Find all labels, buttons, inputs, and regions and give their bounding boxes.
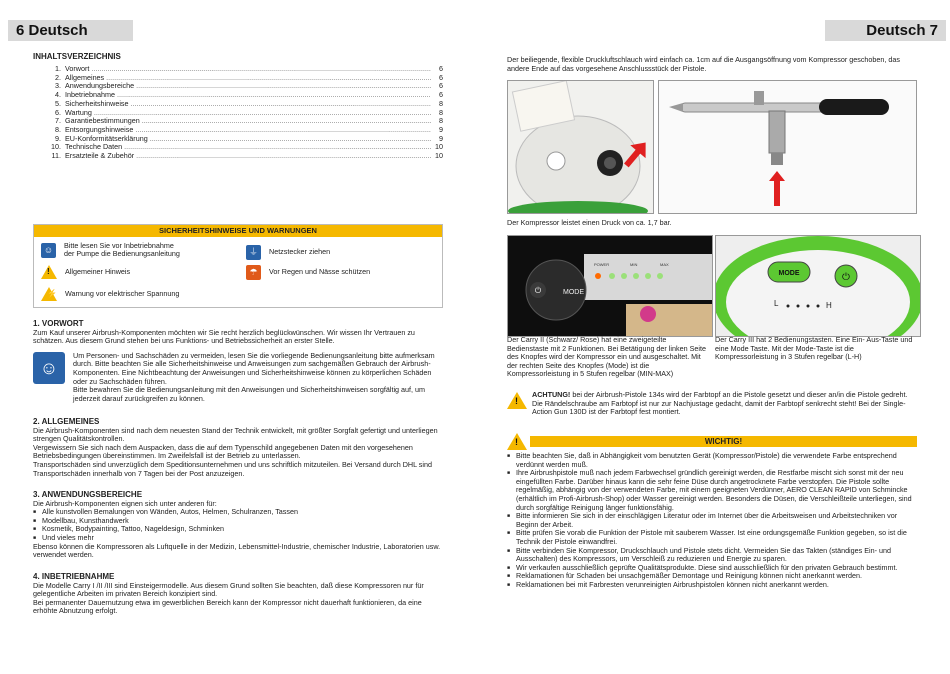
toc-page: 10 <box>435 142 443 152</box>
safety-item-electric: ⚡ Warnung vor elektrischer Spannung <box>41 287 179 301</box>
application-list <box>33 508 443 542</box>
list-item: ■ Bitte prüfen Sie vorab die Funktion der Pistole mit sauberem Wasser. Ist eine ordungsgemäße Funktion gegeben, so ist die Technik der Pistole einwandfrei. <box>507 529 917 546</box>
paragraph: Um Personen- und Sachschäden zu vermeiden, lesen Sie die vorliegende Bedienungsanleitung bitte aufmerksam durch. Bitte beachten Sie alle Sicherheitshinweise und Anweisungen zum sachgemäßen Gebrauch der Airbrush-Komponenten. Eine Nichtbeachtung der Anweisungen und Sicherheitshinweise können zu körperlichen Schäden oder zu Sachschäden führen. <box>73 350 435 386</box>
toc-page: 6 <box>439 90 443 100</box>
toc-num: 6. <box>55 107 61 117</box>
section-vorwort <box>33 320 443 403</box>
list-item: ■ Bitte verbinden Sie Kompressor, Druckschlauch und Pistole stets dicht. Vermeiden Sie das Takten (ständiges Ein- und Ausschalten) des Kompressors, um Verschleiß zu reduzieren und Energie zu sparen. <box>507 547 917 564</box>
toc-leader <box>94 109 431 118</box>
safety-item-unplug: ⏚ Netzstecker ziehen <box>246 245 330 260</box>
toc-label: Ersatzteile & Zubehör <box>65 151 135 161</box>
svg-text:H: H <box>826 301 832 310</box>
important-list <box>507 452 917 590</box>
toc-leader <box>142 117 431 126</box>
toc-leader <box>124 143 431 152</box>
toc-num: 11. <box>51 151 61 161</box>
achtung-label: ACHTUNG! <box>532 390 571 399</box>
toc-label: Entsorgungshinweise <box>65 124 134 134</box>
paragraph: Vergewissern Sie sich nach dem Auspacken, dass die auf dem Typenschild angegebenen Daten mit den vorgesehenen Betriebsbedingungen übereinstimmen. Im Zweifelsfall ist der Betrieb zu unterlassen. <box>33 442 413 461</box>
section-title: 2. ALLGEMEINES <box>33 417 100 426</box>
toc-num: 3. <box>55 81 61 91</box>
toc-page: 9 <box>439 133 443 143</box>
list-item: ■ Alle kunstvollen Bemalungen von Wänden, Autos, Helmen, Schulranzen, Tassen <box>33 508 443 517</box>
toc-label: Sicherheitshinweise <box>65 98 129 108</box>
list-item: ■ Reklamationen bei mit Farbresten verunreinigten Airbrushpistolen können nicht anerkannt werden. <box>507 581 917 590</box>
toc-label: EU-Konformitätserklärung <box>65 133 148 143</box>
warning-icon: ! <box>41 265 57 279</box>
paragraph: Ebenso können die Kompressoren als Luftquelle in der Medizin, Lebensmittel-Industrie, chemischer Industrie, Laboratorien usw. verwendet werden. <box>33 541 441 560</box>
list-item: ■ Ihre Airbrushpistole muß nach jedem Farbwechsel gründlich gereinigt werden, die Restfarbe mischt sich sonst mit der neu eingefüllten Farbe. Darüber hinaus kann die sehr feine Düse durch angetrocknete Farbe verstopfen. Die Pistole sollte regelmäßig, abhängig von der verwendeten Farbe, mit einem geeigneten Verdünner, AERO CLEAN RAPID von Schmincke (erhältlich im Profi-Airbrush-Shop) oder Wasser gereinigt werden. Besonders die Düsen, die Verschleißteile unterliegen, sind durch sorgfältige Reinigung länger funktionsfähig. <box>507 469 917 512</box>
svg-text:⏻: ⏻ <box>534 286 542 295</box>
toc-num: 7. <box>55 116 61 126</box>
toc-page: 6 <box>439 81 443 91</box>
compressor-outlet-photo <box>507 80 654 214</box>
toc-title: INHALTSVERZEICHNIS <box>33 52 121 61</box>
toc-label: Anwendungsbereiche <box>65 81 135 91</box>
warning-icon: ! <box>507 392 527 409</box>
toc-num: 10. <box>51 142 61 152</box>
page-header-left: 6 Deutsch <box>8 20 133 41</box>
paragraph: Die Airbrush-Komponenten sind nach dem neuesten Stand der Technik entwickelt, mit größter Sorgfalt gefertigt und unterliegen strengen Qualitätskontrollen. <box>33 425 438 444</box>
page-header-right: Deutsch 7 <box>825 20 946 41</box>
section-title: 1. VORWORT <box>33 319 84 328</box>
toc-page: 9 <box>439 124 443 134</box>
svg-text:MAX: MAX <box>660 262 669 267</box>
section-title: 4. INBETRIEBNAHME <box>33 572 115 581</box>
toc-page: 6 <box>439 72 443 82</box>
toc-leader <box>135 126 431 135</box>
toc-page: 10 <box>435 151 443 161</box>
toc-leader <box>131 100 431 109</box>
svg-text:MIN: MIN <box>630 262 638 267</box>
toc-num: 4. <box>55 90 61 100</box>
svg-text:MODE: MODE <box>778 270 800 277</box>
toc-leader <box>91 65 431 74</box>
umbrella-icon: ☂ <box>246 265 261 280</box>
safety-item-umbrella: ☂ Vor Regen und Nässe schützen <box>246 265 370 280</box>
manual-icon: ☺ <box>33 352 65 384</box>
unplug-icon: ⏚ <box>246 245 261 260</box>
toc-num: 1. <box>55 64 61 73</box>
safety-title: SICHERHEITSHINWEISE UND WARNUNGEN <box>34 225 442 237</box>
airbrush-gun-photo <box>658 80 917 214</box>
paragraph: Bei permanenter Dauernutzung etwa im gewerblichen Bereich kann der Kompressor nicht dauerhaft funktionieren, da eine erhöhte Abnutzung erfolgt. <box>33 597 422 616</box>
achtung-text: ACHTUNG! bei der Airbrush-Pistole 134s wird der Farbtopf an die Pistole gesetzt und dieser an/in die Pistole gedreht. Die Rändelschraube am Farbtopf ist nur zur Nachjustage gedacht, damit der Farbtopf senkrecht steht! Bei der Single- Action Gun 130D ist der Farbtopf fest montiert. <box>532 390 908 417</box>
toc-label: Allgemeines <box>65 72 105 82</box>
svg-text:POWER: POWER <box>594 262 610 267</box>
toc-leader <box>117 91 431 100</box>
toc-label: Vorwort <box>65 64 90 73</box>
list-item: ■ Bitte beachten Sie, daß in Abhängigkeit vom benutzten Gerät (Kompressor/Pistole) die verwendete Farbe entsprechend verdünnt werden muß. <box>507 452 917 469</box>
list-item: ■ Und vieles mehr <box>33 534 443 543</box>
carry3-text: Der Carry III hat 2 Bedienungstasten. Eine Ein- Aus-Taste und eine Mode Taste. Mit der Mode-Taste ist die Kompressorleistung in 3 Stufen regelbar (L-H) <box>715 335 913 362</box>
toc-page: 8 <box>439 116 443 126</box>
toc-num: 9. <box>55 133 61 143</box>
pressure-text: Der Kompressor leistet einen Druck von ca. 1,7 bar. <box>507 218 672 227</box>
toc-label: Wartung <box>65 107 92 117</box>
carry2-photo <box>507 235 713 337</box>
list-item: ■ Wir verkaufen ausschließlich geprüfte Qualitätsprodukte. Diese sind ausschließlich für den privaten Gebrauch bestimmt. <box>507 564 917 573</box>
carry3-photo <box>715 235 921 337</box>
warning-icon: ! <box>507 433 527 450</box>
carry2-text: Der Carry II (Schwarz/ Rose) hat eine zweigeteilte Bedienstaste mit 2 Funktionen. Bei Betätigung der linken Seite des Knopfes wird der Kompressor ein und ausgeschaltet. Mit der rechten Seite des Knopfes (Mode) ist die Kompressorleistung in 5 Stufen regelbar (MIN-MAX) <box>507 335 706 379</box>
section-inbetriebnahme <box>33 573 443 616</box>
mode-label: MODE <box>563 289 584 296</box>
safety-box <box>33 224 443 308</box>
section-title: 3. ANWENDUNGSBEREICHE <box>33 490 143 499</box>
svg-text:⏻: ⏻ <box>842 272 850 283</box>
list-item: ■ Kosmetik, Bodypainting, Tattoo, Nageldesign, Schminken <box>33 525 443 534</box>
toc-row <box>33 100 443 109</box>
toc-leader <box>150 135 431 144</box>
list-item: ■ Reklamationen für Schaden bei unsachgemäßer Demontage und Reinigung können nicht anerkannt werden. <box>507 572 917 581</box>
safety-item-warning: ! Allgemeiner Hinweis <box>41 265 130 279</box>
paragraph: Zum Kauf unserer Airbrush-Komponenten möchten wir Sie recht herzlich beglückwünschen. Wir wissen Ihr Vertrauen zu schätzen. Aus diesem Grund stehen bei uns Funktions- und Betriebssicherheit an erster Stelle. <box>33 327 415 346</box>
wichtig-bar: WICHTIG! <box>530 436 917 447</box>
toc-label: Inbetriebnahme <box>65 90 115 100</box>
list-item: ■ Modellbau, Kunsthandwerk <box>33 517 443 526</box>
toc-num: 5. <box>55 98 61 108</box>
section-anwendung <box>33 491 443 560</box>
paragraph: Transportschäden sind unverzüglich dem Speditionsunternehmen und uns schriftlich mitzuteilen. Bei Versand durch DHL sind Transportschäden innerhalb von 7 Tagen bei der Post anzuzeigen. <box>33 459 432 478</box>
toc-row <box>33 152 443 161</box>
manual-icon: ☺ <box>41 243 56 258</box>
svg-text:L: L <box>774 299 779 308</box>
toc-page: 6 <box>439 64 443 73</box>
toc-leader <box>106 74 431 83</box>
toc-leader <box>136 82 431 91</box>
hose-intro: Der beiliegende, flexible Druckluftschlauch wird einfach ca. 1cm auf die Ausgangsöffnung vom Kompressor geschoben, das andere Ende auf das vorgesehene Anschlussstück der Pistole. <box>507 55 901 73</box>
list-item: ■ Bitte informieren Sie sich in der einschlägigen Literatur oder im Internet über die Arbeitsweisen und Arbeitstechniken vor Beginn der Arbeit. <box>507 512 917 529</box>
toc-page: 8 <box>439 98 443 108</box>
table-of-contents <box>33 52 443 161</box>
toc-page: 8 <box>439 107 443 117</box>
paragraph: Die Modelle Carry I /II /III sind Einsteigermodelle. Aus diesem Grund sollten Sie beachten, daß diese Kompressoren nur für gelegentliche Arbeiten im privaten Bereich konzipiert sind. <box>33 580 424 599</box>
toc-leader <box>136 152 431 161</box>
toc-num: 2. <box>55 72 61 82</box>
electric-warning-icon: ⚡ <box>41 287 57 301</box>
section-allgemeines <box>33 418 443 478</box>
toc-label: Technische Daten <box>65 142 123 152</box>
paragraph: Bitte bewahren Sie die Bedienungsanleitung mit den Anweisungen und Sicherheitshinweisen sorgfältig auf, um jederzeit darauf zurückgreifen zu können. <box>73 385 426 403</box>
safety-item-manual: ☺ Bitte lesen Sie vor Inbetriebnahme der Pumpe die Bedienungsanleitung <box>41 242 180 258</box>
toc-label: Garantiebestimmungen <box>65 116 140 126</box>
toc-num: 8. <box>55 124 61 134</box>
paragraph: Die Airbrush-Komponenten eignen sich unter anderen für: <box>33 498 217 508</box>
